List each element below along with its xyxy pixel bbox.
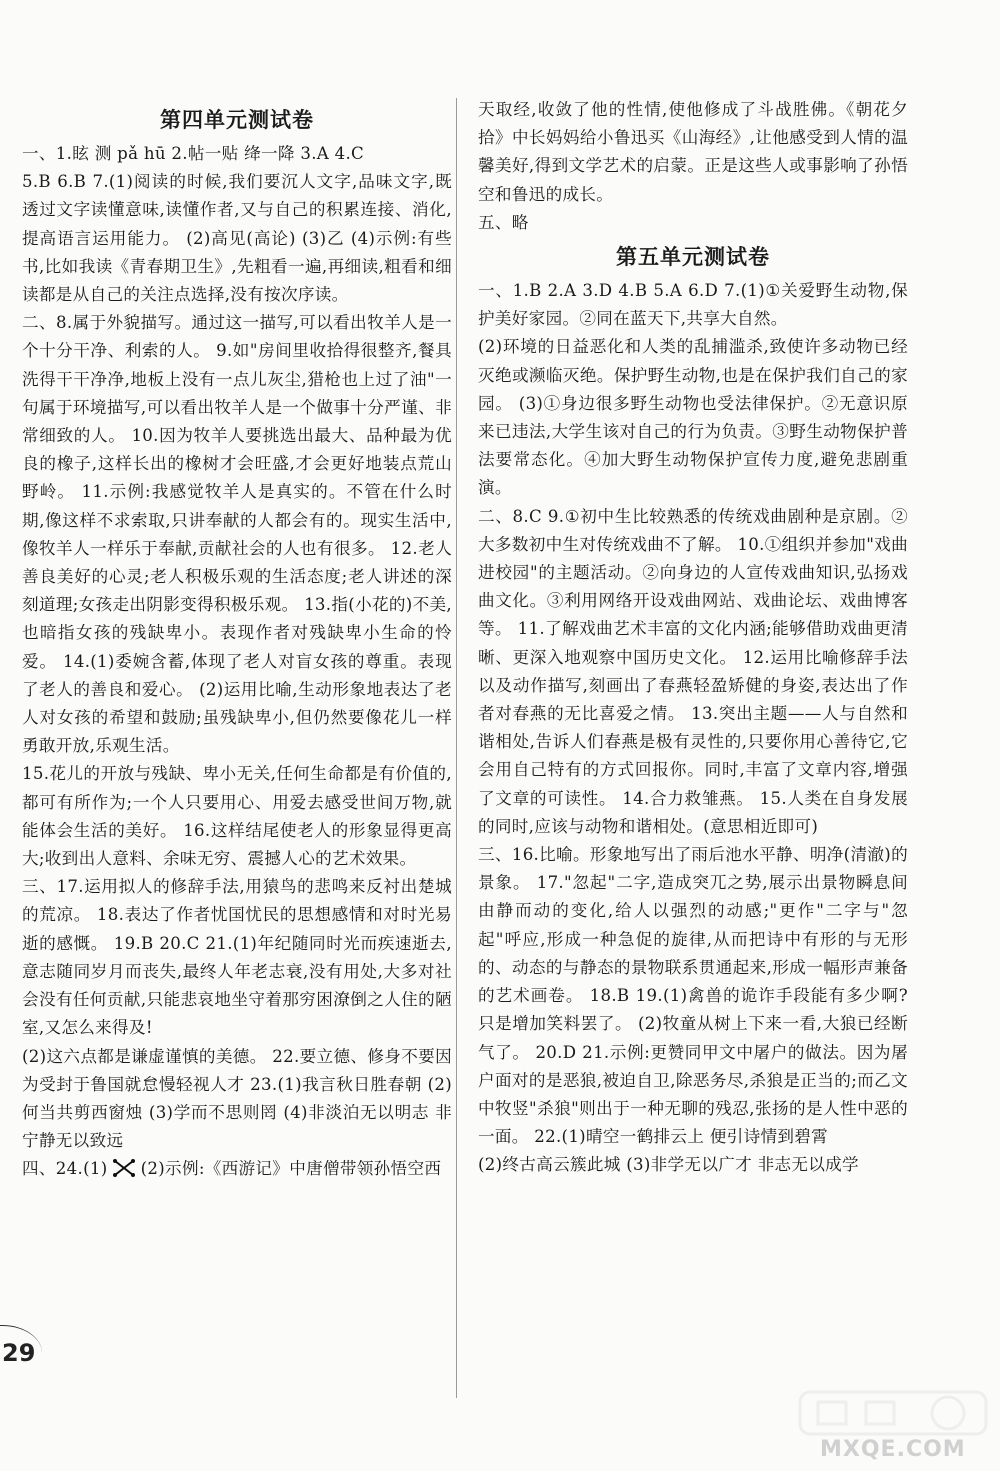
answer-paragraph: 5.B 6.B 7.(1)阅读的时候,我们要沉人文字,品味文字,既透过文字读懂意味,读懂作者,又与自己的积累连接、消化,提高语言运用能力。 (2)高见(高论) (3)乙 (4)示例:有些书,比如我读《青春期卫生》,先粗看一遍,再细读,粗看和细读都是从自己的关注点选择,没有按次序读。	[22, 172, 452, 305]
answer-paragraph: 天取经,收敛了他的性情,使他修成了斗战胜佛。《朝花夕拾》中长妈妈给小鲁迅买《山海经》,让他感受到人情的温馨美好,得到文学艺术的启蒙。正是这些人或事影响了孙悟空和鲁迅的成长。	[478, 100, 908, 204]
left-column	[22, 100, 452, 1184]
column-divider	[456, 98, 457, 1398]
answer-paragraph-last	[22, 1155, 452, 1183]
answer-paragraph: 一、1.眩 测 pǎ hū 2.帖一贴 绛一降 3.A 4.C	[22, 144, 365, 163]
answer-paragraph: 一、1.B 2.A 3.D 4.B 5.A 6.D 7.(1)①关爱野生动物,保护美好家园。②同在蓝天下,共享大自然。	[478, 281, 908, 329]
answer-paragraph: 三、16.比喻。形象地写出了雨后池水平静、明净(清澈)的景象。 17."忽起"二字,造成突兀之势,展示出景物瞬息间由静而动的变化,给人以强烈的动感;"更作"二字与"忽起"呼应,形成一种急促的旋律,从而把诗中有形的与无形的、动态的与静态的景物联系贯通起来,形成一幅形声兼备的艺术画卷。 18.B 19.(1)禽兽的诡诈手段能有多少啊?只是增加笑料罢了。 (2)牧童从树上下来一看,大狼已经断气了。 20.D 21.示例:更赞同甲文中屠户的做法。因为屠户面对的是恶狼,被迫自卫,除恶务尽,杀狼是正当的;而乙文中牧竖"杀狼"则出于一种无聊的残忍,张扬的是人性中恶的一面。 22.(1)晴空一鹤排云上 便引诗情到碧霄	[478, 845, 908, 1147]
page-number: 29	[0, 1325, 42, 1380]
answer-paragraph: (2)终古高云簇此城 (3)非学无以广才 非志无以成学	[478, 1155, 859, 1175]
answer-paragraph: 15.花儿的开放与残缺、卑小无关,任何生命都是有价值的,都可有所作为;一个人只要用心、用爱去感受世间万物,就能体会生活的美好。 16.这样结尾使老人的形象显得更高大;收到出人意料、余味无穷、震撼人心的艺术效果。	[22, 764, 452, 869]
answer-paragraph: (2)环境的日益恶化和人类的乱捕滥杀,致使许多动物已经灭绝或濒临灭绝。保护野生动物,也是在保护我们自己的家园。 (3)①身边很多野生动物也受法律保护。②无意识原来已违法,大学生该对自己的行为负责。③野生动物保护普法要常态化。④加大野生动物保护宣传力度,避免悲剧重演。	[478, 337, 908, 498]
unit-five-title: 第五单元测试卷	[616, 245, 770, 270]
answer-24-label: 四、24.(1)	[22, 1159, 108, 1179]
answer-paragraph: 三、17.运用拟人的修辞手法,用猿鸟的悲鸣来反衬出楚城的荒凉。 18.表达了作者忧国忧民的思想感情和对时光易逝的感慨。 19.B 20.C 21.(1)年纪随同时光而疾速逝去,意志随同岁月而丧失,最终人年老志衰,没有用处,大多对社会没有任何贡献,只能悲哀地坐守着那穷困潦倒之人住的陋室,又怎么来得及!	[22, 877, 452, 1038]
answer-24-text: (2)示例:《西游记》中唐僧带领孙悟空西	[140, 1159, 442, 1179]
unit-four-title: 第四单元测试卷	[160, 108, 314, 132]
answer-paragraph: 二、8.属于外貌描写。通过这一描写,可以看出牧羊人是一个十分干净、利索的人。 9.如"房间里收拾得很整齐,餐具洗得干干净净,地板上没有一点儿灰尘,猎枪也上过了油"一句属于环境描写,可以看出牧羊人是一个做事十分严谨、非常细致的人。 10.因为牧羊人要挑选出最大、品种最为优良的橡子,这样长出的橡树才会旺盛,才会更好地装点荒山野岭。 11.示例:我感觉牧羊人是真实的。不管在什么时期,像这样不求索取,只讲奉献的人都会有的。现实生活中,像牧羊人一样乐于奉献,贡献社会的人也有很多。 12.老人善良美好的心灵;老人积极乐观的生活态度;老人讲述的深刻道理;女孩走出阴影变得积极乐观。 13.指(小花的)不美,也暗指女孩的残缺卑小。表现作者对残缺卑小生命的怜爱。 14.(1)委婉含蓄,体现了老人对盲女孩的尊重。表现了老人的善良和爱心。 (2)运用比喻,生动形象地表达了老人对女孩的希望和鼓励;虽残缺卑小,但仍然要像花儿一样勇敢开放,乐观生活。	[22, 313, 452, 756]
right-column	[478, 96, 908, 1180]
watermark-logo	[798, 1388, 988, 1438]
answer-paragraph: 五、略	[478, 212, 529, 232]
answer-paragraph: (2)这六点都是谦虚谨慎的美德。 22.要立德、修身不要因为受封于鲁国就怠慢轻视人才 23.(1)我言秋日胜春朝 (2)何当共剪西窗烛 (3)学而不思则罔 (4)非淡泊无以明志 非宁静无以致远	[22, 1046, 452, 1151]
watermark-url: MXQE.COM	[820, 1437, 966, 1462]
crossed-lines-icon	[113, 1159, 135, 1177]
answer-paragraph: 二、8.C 9.①初中生比较熟悉的传统戏曲剧种是京剧。②大多数初中生对传统戏曲不了解。 10.①组织并参加"戏曲进校园"的主题活动。②向身边的人宣传戏曲知识,弘扬戏曲文化。③利用网络开设戏曲网站、戏曲论坛、戏曲博客等。 11.了解戏曲艺术丰富的文化内涵;能够借助戏曲更清晰、更深入地观察中国历史文化。 12.运用比喻修辞手法以及动作描写,刻画出了春燕轻盈矫健的身姿,表达出了作者对春燕的无比喜爱之情。 13.突出主题——人与自然和谐相处,告诉人们春燕是极有灵性的,只要你用心善待它,它会用自己特有的方式回报你。同时,丰富了文章内容,增强了文章的可读性。 14.合力救雏燕。 15.人类在自身发展的同时,应该与动物和谐相处。(意思相近即可)	[478, 506, 908, 836]
